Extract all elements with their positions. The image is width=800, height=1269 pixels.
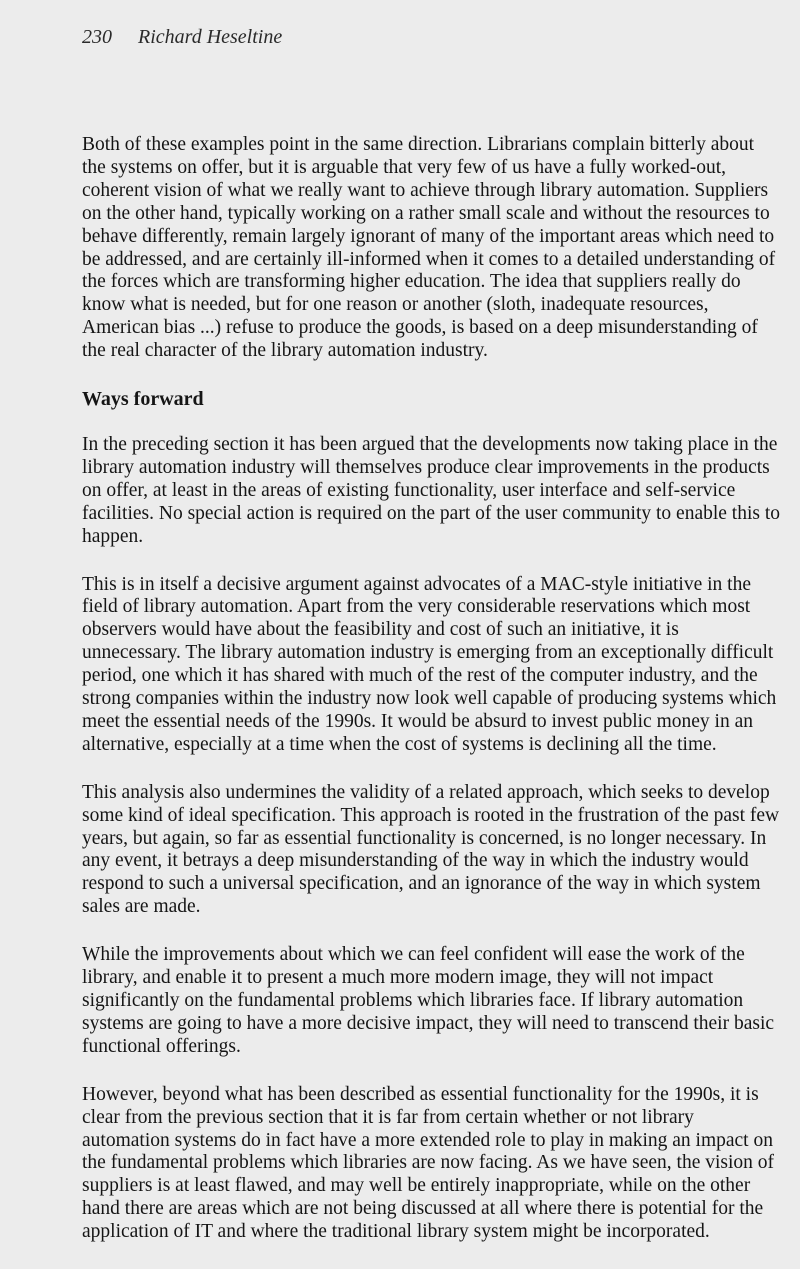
page-number: 230 [82,26,112,48]
body-text [82,134,782,1269]
paragraph-2: In the preceding section it has been argued that the developments now taking place in the library automation industry will themselves produce clear improvements in the products on offer, at least in the areas of existing functionality, user interface and self-service facilities. No special action is required on the part of the user community to enable this to happen. [82,433,781,547]
running-head [82,26,282,49]
paragraph-4: This analysis also undermines the validity of a related approach, which seeks to develop some kind of ideal specification. This approach is rooted in the frustration of the past few years, but again, so far as essential functionality is concerned, is no longer necessary. In any event, it betrays a deep misunderstanding of the way in which the industry would respond to such a universal specification, and an ignorance of the way in which system sales are made. [82,781,780,918]
paragraph-1: Both of these examples point in the same direction. Librarians complain bitterly about the systems on offer, but it is arguable that very few of us have a fully worked-out, coherent vision of what we really want to achieve through library automation. Suppliers on the other hand, typically working on a rather small scale and without the resources to behave differently, remain largely ignorant of many of the important areas which need to be addressed, and are certainly ill-informed when it comes to a detailed understanding of the forces which are transforming higher education. The idea that suppliers really do know what is needed, but for one reason or another (sloth, inadequate resources, American bias ...) refuse to produce the goods, is based on a deep misunderstanding of the real character of the library automation industry. [82,134,776,362]
paragraph-5: While the improvements about which we can feel confident will ease the work of the library, and enable it to present a much more modern image, they will not impact significantly on the fundamental problems which libraries face. If library automation systems are going to have a more decisive impact, they will need to transcend their basic functional offerings. [82,944,775,1057]
running-head-author: Richard Heseltine [138,26,283,48]
paragraph-3: This is in itself a decisive argument against advocates of a MAC-style initiative in the field of library automation. Apart from the very considerable reservations which most observers would have about the feasibility and cost of such an initiative, it is unnecessary. The library automation industry is emerging from an exceptionally difficult period, one which it has shared with much of the rest of the computer industry, and the strong companies within the industry now look well capable of producing systems which meet the essential needs of the 1990s. It would be absurd to invest public money in an alternative, especially at a time when the cost of systems is declining all the time. [82,573,777,755]
paragraph-6: However, beyond what has been described as essential functionality for the 1990s, it is clear from the previous section that it is far from certain whether or not library automation systems do in fact have a more extended role to play in making an impact on the fundamental problems which libraries are now facing. As we have seen, the vision of suppliers is at least flawed, and may well be entirely inappropriate, while on the other hand there are areas which are not being discussed at all where there is potential for the application of IT and where the traditional library system might be incorporated. [82,1083,775,1243]
section-heading: Ways forward [82,388,204,411]
